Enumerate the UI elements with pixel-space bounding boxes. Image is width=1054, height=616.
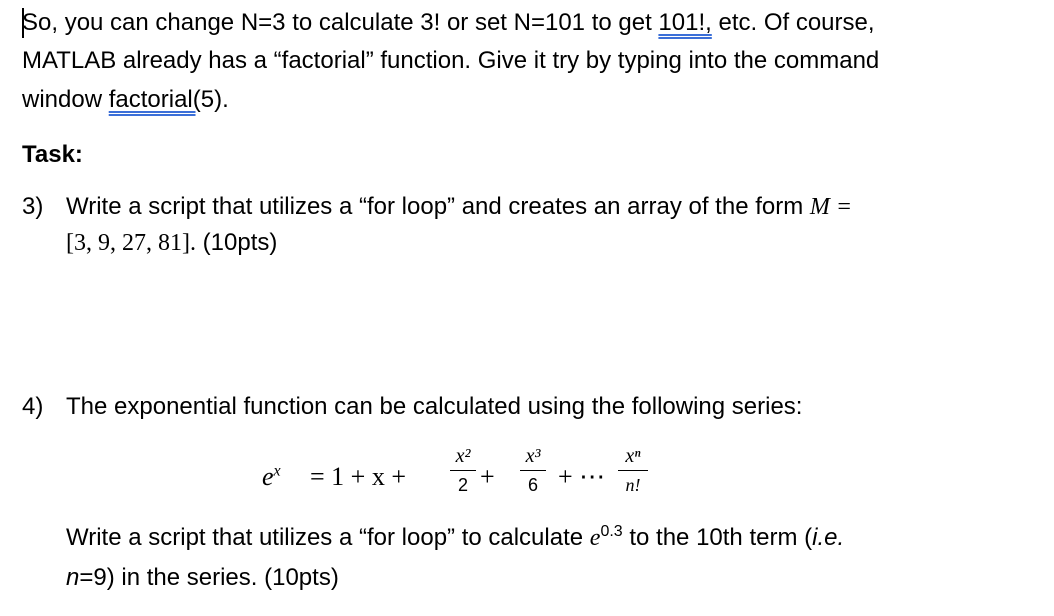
equation-exponent: x [273, 462, 281, 480]
task-heading: Task: [22, 141, 83, 168]
fraction-1 [450, 444, 476, 497]
paragraph-text: etc. Of course, [711, 9, 875, 36]
paragraph-line-2: MATLAB already has a “factorial” function. Give it try by typing into the command [22, 47, 880, 74]
question-4 [22, 392, 802, 422]
equation-middle: = 1 + x + [310, 462, 406, 491]
paragraph-line-3 [22, 85, 229, 115]
question-number: 4) [22, 393, 44, 420]
question-text: Write a script that utilizes a “for loop” to calculate [66, 524, 590, 551]
fraction-numerator: x² [455, 445, 471, 467]
question-text: =9) in the series. (10pts) [79, 564, 339, 591]
question-text: to the 10th term ( [622, 524, 813, 551]
question-text: The exponential function can be calculated using the following series: [66, 393, 803, 420]
fraction-3 [618, 444, 648, 497]
spellcheck-underlined-text: factorial( [108, 86, 201, 113]
plus-sign: + [480, 462, 495, 491]
equation-lhs [262, 462, 281, 492]
equation-base: e [262, 462, 274, 491]
fraction-numerator: xⁿ [625, 445, 641, 467]
fraction-denominator: 2 [457, 475, 468, 495]
paragraph-text: window [22, 86, 109, 113]
paragraph-line-1 [22, 8, 875, 38]
spellcheck-underlined-text: 101!, [658, 9, 712, 36]
paragraph-text: 5). [200, 86, 229, 113]
math-exponent: 0.3 [600, 523, 623, 540]
question-4-line-1 [66, 523, 844, 553]
italic-text: n [66, 564, 80, 591]
question-4-line-2 [66, 563, 339, 593]
fraction-denominator: n! [625, 475, 641, 495]
fraction-2 [520, 444, 546, 497]
math-expression: M = [809, 194, 853, 220]
question-text: Write a script that utilizes a “for loop” and creates an array of the form [66, 193, 810, 220]
fraction-numerator: x³ [525, 445, 541, 467]
question-number: 3) [22, 193, 44, 220]
math-expression: [3, 9, 27, 81]. [66, 230, 196, 256]
paragraph-text: So, you can change N=3 to calculate 3! or set N=101 to get [22, 9, 659, 36]
question-3-line-2 [66, 228, 277, 258]
plus-ellipsis: + ⋯ [558, 462, 606, 491]
question-3 [22, 192, 852, 222]
fraction-denominator: 6 [527, 475, 538, 495]
question-text: (10pts) [195, 229, 278, 256]
italic-text: i.e. [812, 524, 845, 551]
math-base: e [589, 525, 601, 551]
